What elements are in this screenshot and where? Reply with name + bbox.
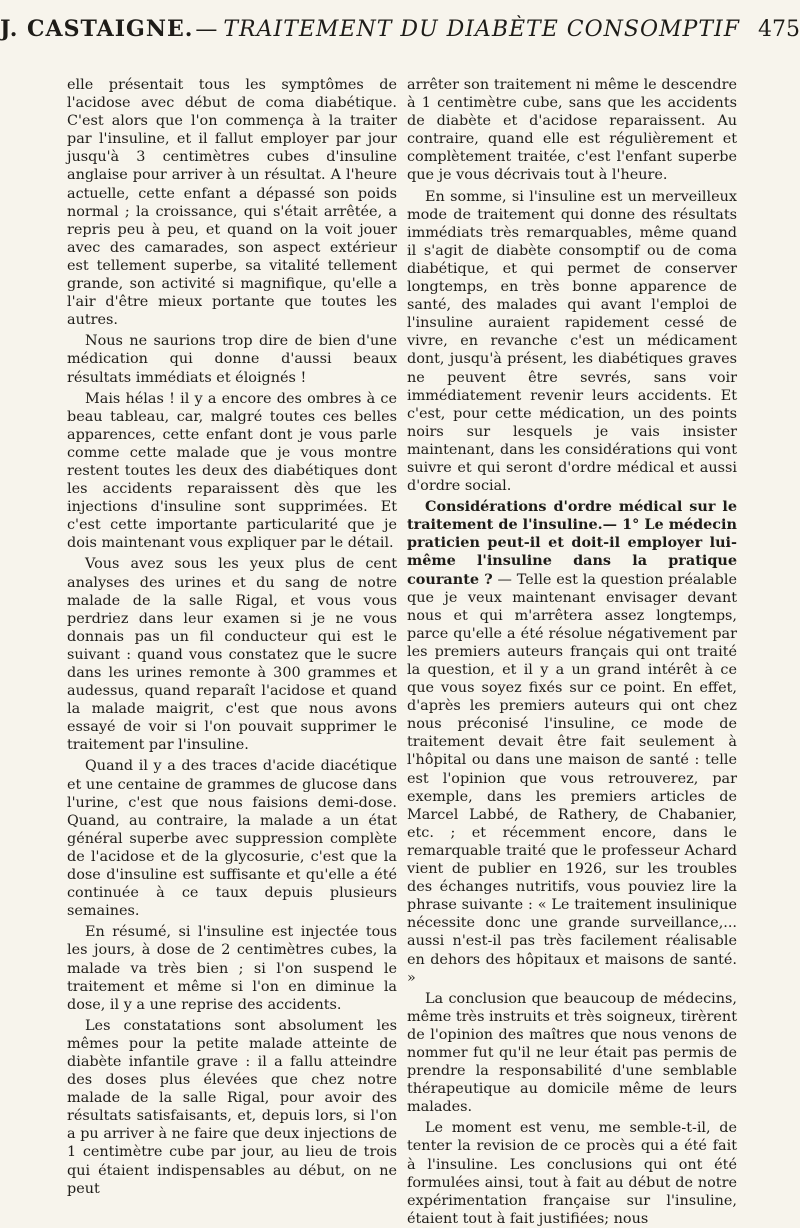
header-title: TRAITEMENT DU DIABÈTE CONSOMPTIF (223, 17, 740, 42)
paragraph: Quand il y a des traces d'acide diacétique et une centaine de grammes de glucose dans l'urine, c'est que nous faisions demi-dose. Quand, au contraire, la malade a un état général superbe avec suppression complète de l'acidose et de la glycosurie, c'est que la dose d'insuline est suffisante et qu'elle a été continuée à ce taux depuis plusieurs semaines. (67, 758, 397, 920)
left-column (67, 76, 397, 1197)
section-body: — Telle est la question préalable que je veux maintenant envisager devant nous et qui m'arrêtera assez longtemps, parce qu'elle a été résolue négativement par les premiers auteurs français qui ont traité la question, et il y a un grand intérêt à ce que vous soyez fixés sur ce point. En effet, d'après les premiers auteurs qui ont chez nous préconisé l'insuline, ce mode de traitement devait être fait seulement à l'hôpital ou dans une maison de santé : telle est l'opinion que vous retrouverez, par exemple, dans les premiers articles de Marcel Labbé, de Rathery, de Chabanier, etc. ; et récemment encore, dans le remarquable traité que le professeur Achard vient de publier en 1926, sur les troubles des échanges nutritifs, vous pouviez lire la phrase suivante : « Le traitement insulinique nécessite donc une grande surveillance,... aussi n'est-il pas très facilement réalisable en dehors des hôpitaux et maisons de santé. » (407, 571, 737, 986)
page-number: 475 (757, 17, 800, 42)
paragraph: En somme, si l'insuline est un merveilleux mode de traitement qui donne des résultats immédiats très remarquables, même quand il s'agit de diabète consomptif ou de coma diabétique, et qui permet de conserver longtemps, en très bonne apparence de santé, des malades qui avant l'emploi de l'insuline auraient rapidement cessé de vivre, en revanche c'est un médicament dont, jusqu'à présent, les diabétiques graves ne peuvent être sevrés, sans voir immédiatement revenir leurs accidents. Et c'est, pour cette médication, un des points noirs sur lesquels je vais insister maintenant, dans les considérations qui vont suivre et qui seront d'ordre médical et aussi d'ordre social. (407, 188, 737, 495)
running-header (0, 16, 800, 56)
paragraph: elle présentait tous les symptômes de l'acidose avec début de coma diabétique. C'est alors que l'on commença à la traiter par l'insuline, et il fallut employer par jour jusqu'à 3 centimètres cubes d'insuline anglaise pour arriver à un résultat. A l'heure actuelle, cette enfant a dépassé son poids normal ; la croissance, qui s'était arrêtée, a repris peu à peu, et quand on la voit jouer avec des camarades, son aspect extérieur est tellement superbe, sa vitalité tellement grande, son activité si magnifique, qu'elle a l'air d'être mieux portante que toutes les autres. (67, 77, 397, 329)
paragraph: Les constatations sont absolument les mêmes pour la petite malade atteinte de diabète infantile grave : il a fallu atteindre des doses plus élevées que chez notre malade de la salle Rigal, pour avoir des résultats satisfaisants, et, depuis lors, si l'on a pu arriver à ne faire que deux injections de 1 centimètre cube par jour, au lieu de trois qui étaient indispensables au début, on ne peut (67, 1017, 397, 1197)
paragraph: Vous avez sous les yeux plus de cent analyses des urines et du sang de notre malade de la salle Rigal, et vous vous perdriez dans leur examen si je ne vous donnais pas un fil conducteur qui est le suivant : quand vous constatez que le sucre dans les urines remonte à 300 grammes et audessus, quand reparaît l'acidose et quand la malade maigrit, c'est que nous avons essayé de voir si l'on pouvait supprimer le traitement par l'insuline. (67, 556, 397, 754)
section-heading: Considérations d'ordre médical sur le traitement de l'insuline.— 1° Le médecin praticien peut-il et doit-il employer lui-même l'insuline dans la pratique courante ? (407, 498, 737, 588)
section-paragraph (407, 498, 737, 987)
paragraph: Le moment est venu, me semble-t-il, de tenter la revision de ce procès qui a été fait à l'insuline. Les conclusions qui ont été formulées ainsi, tout à fait au début de notre expérimentation française sur l'insuline, étaient tout à fait justifiées; nous (407, 1120, 737, 1227)
paragraph: La conclusion que beaucoup de médecins, même très instruits et très soigneux, tirèrent de l'opinion des maîtres que nous venons de nommer fut qu'il ne leur était pas permis de prendre la responsabilité d'une semblable thérapeutique au domicile même de leurs malades. (407, 990, 737, 1116)
paragraph: En résumé, si l'insuline est injectée tous les jours, à dose de 2 centimètres cubes, la malade va très bien ; si l'on suspend le traitement et même si l'on en diminue la dose, il y a une reprise des accidents. (67, 924, 397, 1013)
header-author: J. CASTAIGNE. (0, 16, 194, 42)
right-column (407, 76, 737, 1227)
paragraph: Nous ne saurions trop dire de bien d'une médication qui donne d'aussi beaux résultats immédiats et éloignés ! (67, 333, 397, 386)
paragraph: Mais hélas ! il y a encore des ombres à ce beau tableau, car, malgré toutes ces belles apparences, cette enfant dont je vous parle comme cette malade que je vous montre restent toutes les deux des diabétiques dont les accidents reparaissent dès que les injections d'insuline sont supprimées. Et c'est cette importante particularité que je dois maintenant vous expliquer par le détail. (67, 390, 397, 552)
paragraph: arrêter son traitement ni même le descendre à 1 centimètre cube, sans que les accidents de diabète et d'acidose reparaissent. Au contraire, quand elle est régulièrement et complètement traitée, c'est l'enfant superbe que je vous décrivais tout à l'heure. (407, 77, 737, 184)
header-separator: — (195, 17, 218, 42)
